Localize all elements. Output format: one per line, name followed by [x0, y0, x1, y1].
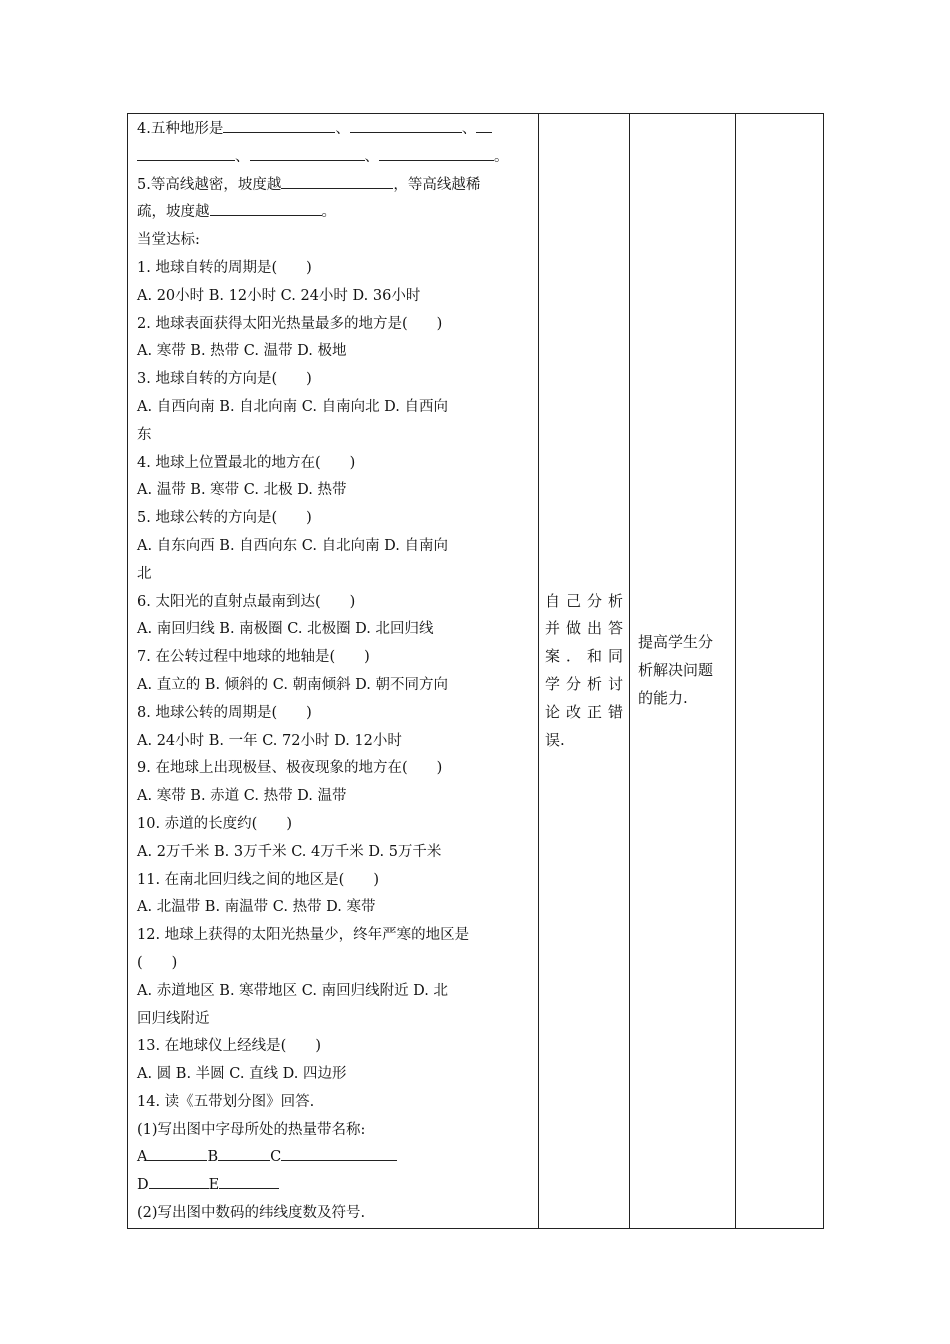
text-segment: 北 [137, 565, 152, 582]
text-segment: 。 [494, 148, 509, 165]
text-line [137, 894, 534, 922]
text-line [137, 366, 534, 394]
text-segment: A. 圆 B. 半圆 C. 直线 D. 四边形 [137, 1066, 347, 1083]
text-line [137, 839, 534, 867]
text-segment: 、 [364, 148, 379, 165]
text-line: 并做出答 [545, 619, 623, 638]
text-segment: A. 寒带 B. 赤道 C. 热带 D. 温带 [137, 788, 347, 805]
text-segment: ( ) [137, 954, 178, 971]
answer-blank[interactable] [137, 146, 235, 161]
text-line [137, 1033, 534, 1061]
text-line: 自己分析 [545, 591, 623, 610]
text-line [137, 533, 534, 561]
text-line: 析解决问题 [638, 661, 714, 680]
text-segment: 5.等高线越密，坡度越 [137, 176, 282, 193]
text-line [137, 1200, 534, 1228]
text-line [137, 1117, 534, 1145]
design-intent-text [630, 629, 735, 712]
design-intent-cell [630, 114, 736, 1229]
text-line [137, 978, 534, 1006]
text-segment: 3. 地球自转的方向是( ) [137, 371, 312, 388]
text-segment: 9. 在地球上出现极昼、极夜现象的地方在( ) [137, 760, 443, 777]
text-line: 误. [545, 730, 565, 749]
answer-blank[interactable] [281, 174, 393, 189]
text-line [137, 1089, 534, 1117]
table-row [128, 114, 824, 1229]
text-line [137, 1006, 534, 1034]
text-segment: A. 南回归线 B. 南极圈 C. 北极圈 D. 北回归线 [137, 621, 434, 638]
text-segment: A. 自东向西 B. 自西向东 C. 自北向南 D. 自南向 [137, 537, 449, 554]
text-segment: 12. 地球上获得的太阳光热量少，终年严寒的地区是 [137, 927, 470, 944]
text-segment: 当堂达标: [137, 232, 200, 249]
text-line [137, 1144, 534, 1172]
answer-blank[interactable] [218, 1146, 270, 1161]
text-line [137, 561, 534, 589]
text-segment: A. 赤道地区 B. 寒带地区 C. 南回归线附近 D. 北 [137, 982, 449, 999]
text-segment: A. 温带 B. 寒带 C. 北极 D. 热带 [137, 482, 347, 499]
content-cell [128, 114, 539, 1229]
text-segment: 。 [321, 204, 336, 221]
text-line [137, 950, 534, 978]
text-segment: A. 北温带 B. 南温带 C. 热带 D. 寒带 [137, 899, 376, 916]
text-line [137, 255, 534, 283]
text-segment: A. 2万千米 B. 3万千米 C. 4万千米 D. 5万千米 [137, 843, 442, 860]
text-line: 的能力. [638, 688, 688, 707]
text-segment: D [137, 1177, 149, 1194]
text-line [137, 783, 534, 811]
text-line [137, 394, 534, 422]
text-segment: E [208, 1177, 220, 1194]
text-line [137, 755, 534, 783]
answer-blank[interactable] [476, 118, 492, 133]
answer-blank[interactable] [149, 1174, 209, 1189]
text-line [137, 311, 534, 339]
text-line [137, 283, 534, 311]
text-segment: 7. 在公转过程中地球的地轴是( ) [137, 649, 370, 666]
text-segment: A. 自西向南 B. 自北向南 C. 自南向北 D. 自西向 [137, 398, 449, 415]
text-line [137, 422, 534, 450]
answer-blank[interactable] [147, 1146, 207, 1161]
text-segment: 东 [137, 426, 152, 443]
text-segment: B [207, 1149, 219, 1166]
text-line [137, 144, 534, 172]
text-line [137, 867, 534, 895]
text-line: 论改正错 [545, 702, 623, 721]
answer-blank[interactable] [379, 146, 494, 161]
text-line [137, 811, 534, 839]
text-line [137, 672, 534, 700]
text-segment: ，等高线越稀 [393, 176, 481, 193]
text-line [137, 616, 534, 644]
text-segment: A. 20小时 B. 12小时 C. 24小时 D. 36小时 [137, 287, 421, 304]
text-line [137, 589, 534, 617]
text-segment: (2)写出图中数码的纬线度数及符号. [137, 1205, 366, 1222]
text-segment: 14. 读《五带划分图》回答. [137, 1093, 315, 1110]
text-segment: C [270, 1149, 282, 1166]
text-segment: 回归线附近 [137, 1010, 210, 1027]
text-segment: 5. 地球公转的方向是( ) [137, 510, 312, 527]
text-line: 提高学生分 [638, 633, 714, 652]
text-segment: 1. 地球自转的周期是( ) [137, 259, 312, 276]
text-segment: 、 [235, 148, 250, 165]
text-line [137, 1172, 534, 1200]
text-line: 案．和同 [545, 647, 623, 666]
text-line [137, 505, 534, 533]
exercise-text [128, 114, 538, 1228]
lesson-table [127, 113, 824, 1229]
notes-cell [736, 114, 824, 1229]
text-line [137, 477, 534, 505]
text-segment: 、 [335, 121, 350, 137]
text-segment: 13. 在地球仪上经线是( ) [137, 1038, 321, 1055]
student-activity-text [539, 588, 629, 755]
text-line [137, 199, 534, 227]
text-line [137, 338, 534, 366]
text-segment: 8. 地球公转的周期是( ) [137, 704, 312, 721]
text-line [137, 922, 534, 950]
text-line [137, 700, 534, 728]
answer-blank[interactable] [281, 1146, 397, 1161]
text-line: 学分析讨 [545, 674, 623, 693]
answer-blank[interactable] [350, 118, 462, 133]
text-line [137, 644, 534, 672]
text-segment: A. 24小时 B. 一年 C. 72小时 D. 12小时 [137, 732, 402, 749]
answer-blank[interactable] [219, 1174, 279, 1189]
text-segment: A [137, 1149, 148, 1166]
answer-blank[interactable] [223, 118, 335, 133]
text-segment: 6. 太阳光的直射点最南到达( ) [137, 593, 356, 610]
text-line [137, 450, 534, 478]
text-segment: 2. 地球表面获得太阳光热量最多的地方是( ) [137, 315, 443, 332]
text-segment: A. 直立的 B. 倾斜的 C. 朝南倾斜 D. 朝不同方向 [137, 676, 449, 693]
text-segment: 4. 地球上位置最北的地方在( ) [137, 454, 356, 471]
text-segment: 疏，坡度越 [137, 204, 210, 221]
text-segment: 10. 赤道的长度约( ) [137, 815, 292, 832]
answer-blank[interactable] [210, 201, 322, 216]
text-line [137, 1061, 534, 1089]
text-line [137, 116, 534, 144]
answer-blank[interactable] [250, 146, 365, 161]
text-line [137, 227, 534, 255]
text-segment: A. 寒带 B. 热带 C. 温带 D. 极地 [137, 343, 347, 360]
text-line [137, 172, 534, 200]
student-activity-cell [539, 114, 630, 1229]
text-line [137, 728, 534, 756]
text-segment: 、 [461, 121, 477, 137]
text-segment: (1)写出图中字母所处的热量带名称: [137, 1121, 366, 1138]
text-segment: 11. 在南北回归线之间的地区是( ) [137, 871, 379, 888]
text-segment: 4.五种地形是 [137, 121, 224, 137]
